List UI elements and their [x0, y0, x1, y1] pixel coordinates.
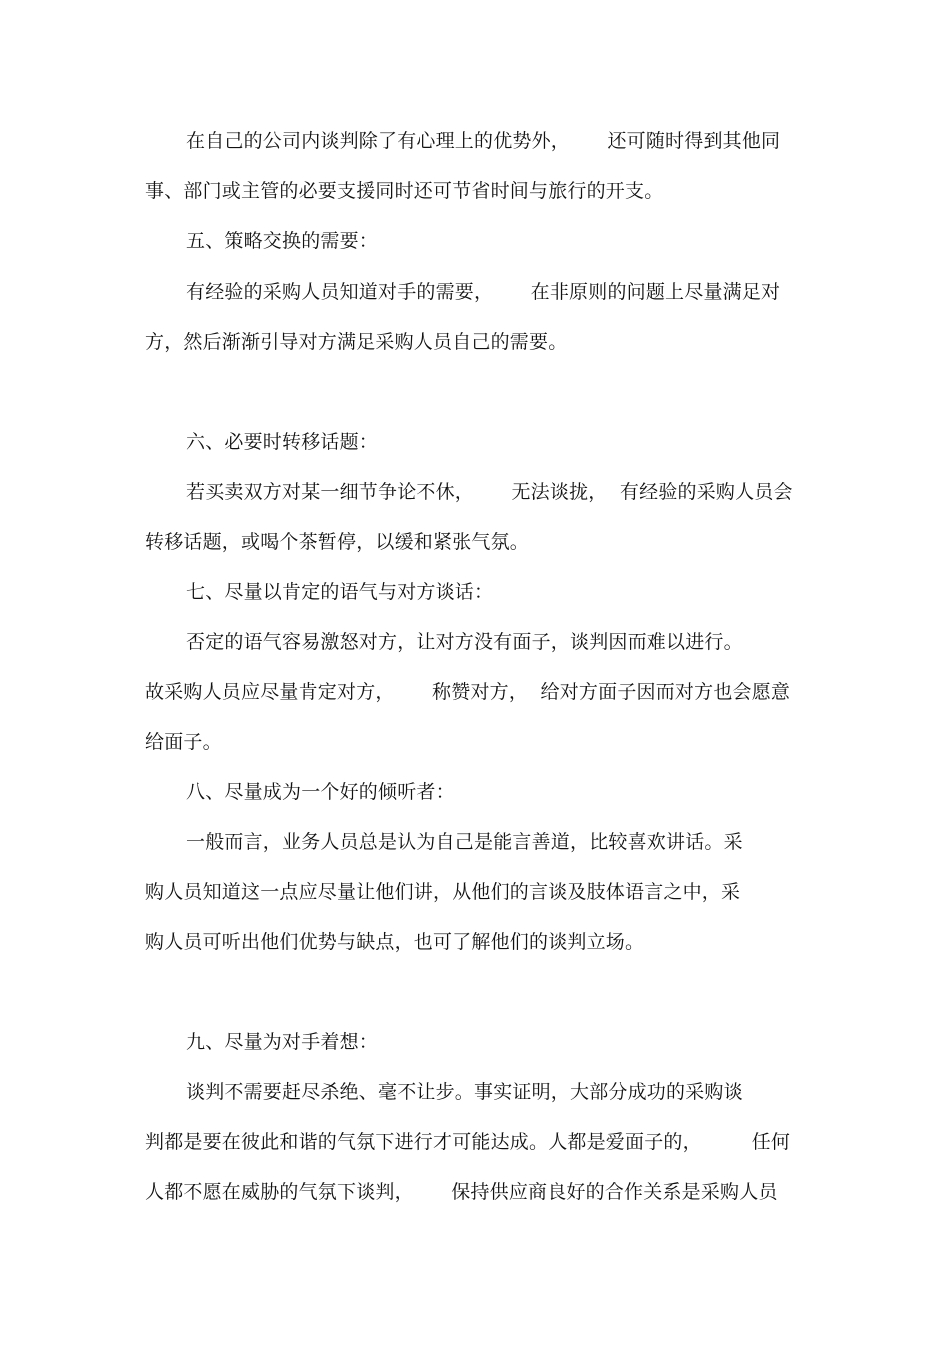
paragraph-line: 有经验的采购人员知道对手的需要， 在非原则的问题上尽量满足对: [186, 281, 781, 303]
paragraph-line: 谈判不需要赶尽杀绝、毫不让步。事实证明，大部分成功的采购谈: [186, 1081, 743, 1103]
paragraph-line: 转移话题，或喝个茶暂停，以缓和紧张气氛。: [145, 531, 530, 553]
section-heading: 六、必要时转移话题：: [186, 431, 379, 453]
paragraph-line: 购人员可听出他们优势与缺点，也可了解他们的谈判立场。: [145, 931, 645, 953]
paragraph-line: 给面子。: [145, 731, 222, 753]
paragraph-line: 故采购人员应尽量肯定对方， 称赞对方， 给对方面子因而对方也会愿意: [145, 681, 791, 703]
paragraph-line: 购人员知道这一点应尽量让他们讲，从他们的言谈及肢体语言之中，采: [145, 881, 741, 903]
paragraph-line: 否定的语气容易激怒对方，让对方没有面子，谈判因而难以进行。: [186, 631, 743, 653]
section-heading: 五、策略交换的需要：: [186, 230, 379, 252]
paragraph-line: 判都是要在彼此和谐的气氛下进行才可能达成。人都是爱面子的， 任何: [145, 1131, 791, 1153]
section-heading: 九、尽量为对手着想：: [186, 1031, 379, 1053]
paragraph-line: 在自己的公司内谈判除了有心理上的优势外， 还可随时得到其他同: [186, 130, 781, 152]
paragraph-line: 事、部门或主管的必要支援同时还可节省时间与旅行的开支。: [145, 180, 664, 202]
paragraph-line: 方，然后渐渐引导对方满足采购人员自己的需要。: [145, 331, 568, 353]
paragraph-line: 一般而言，业务人员总是认为自己是能言善道，比较喜欢讲话。采: [186, 831, 743, 853]
section-heading: 八、尽量成为一个好的倾听者：: [186, 781, 455, 803]
paragraph-line: 人都不愿在威胁的气氛下谈判， 保持供应商良好的合作关系是采购人员: [145, 1181, 778, 1203]
paragraph-line: 若买卖双方对某一细节争论不休， 无法谈拢， 有经验的采购人员会: [186, 481, 793, 503]
section-heading: 七、尽量以肯定的语气与对方谈话：: [186, 581, 494, 603]
